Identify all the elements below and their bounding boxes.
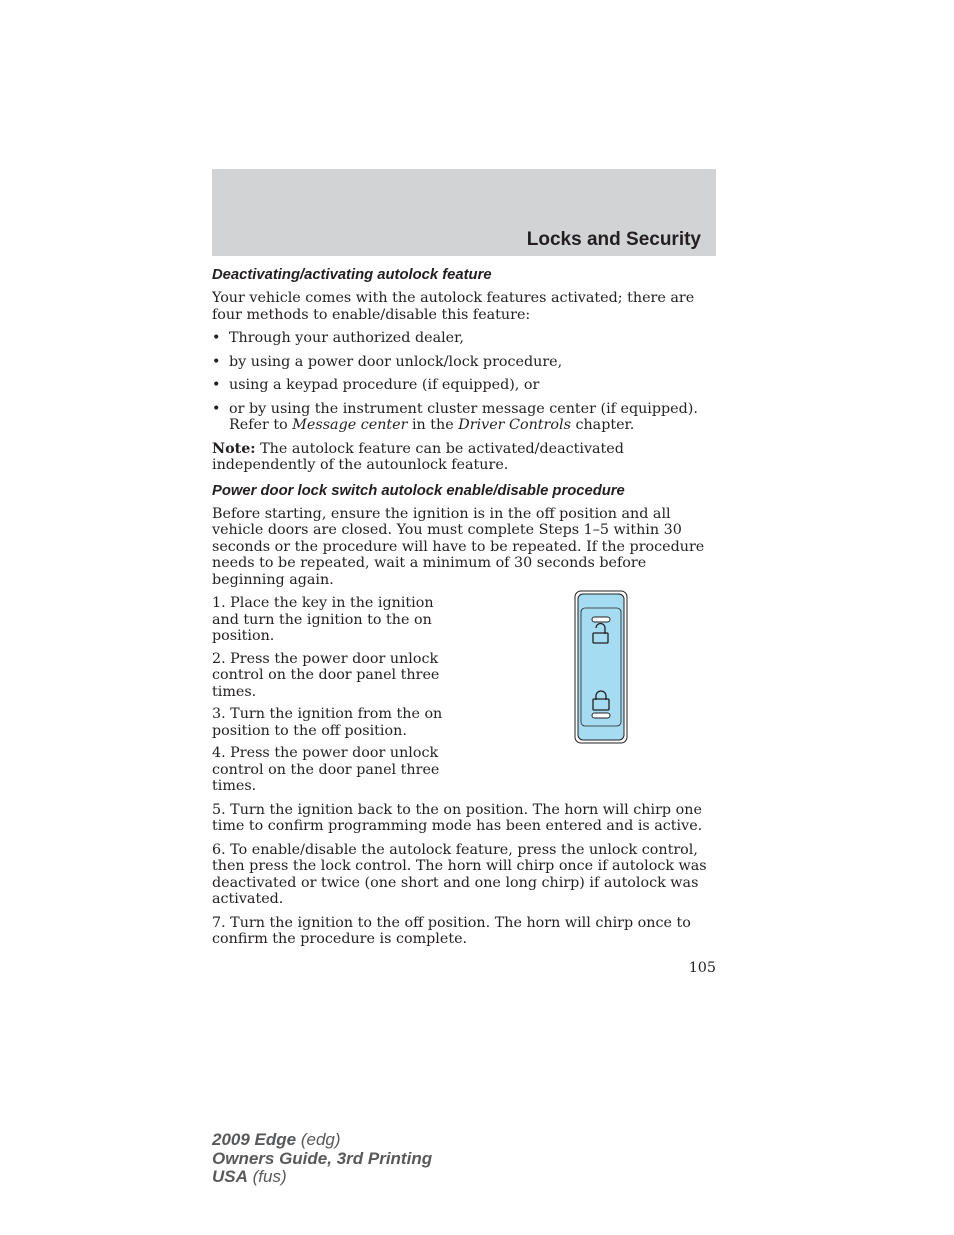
procedure-steps-narrow xyxy=(212,595,462,795)
list-item: • by using a power door unlock/lock procedure, xyxy=(212,353,563,370)
autolock-intro: Your vehicle comes with the autolock features activated; there are four methods to enable/disable this feature: xyxy=(212,290,695,323)
section-header-band xyxy=(212,169,716,256)
procedure-heading: Power door lock switch autolock enable/disable procedure xyxy=(212,482,625,499)
procedure-step: 7. Turn the ignition to the off position. The horn will chirp once to confirm the procedure is complete. xyxy=(212,914,691,947)
document-footer xyxy=(212,1131,432,1187)
page-number: 105 xyxy=(688,960,716,976)
procedure-step: 2. Press the power door unlock control on the door panel three times. xyxy=(212,650,440,700)
section-title: Locks and Security xyxy=(526,229,701,250)
footer-model-line: 2009 Edge (edg) xyxy=(212,1130,341,1149)
note-paragraph: Note: The autolock feature can be activated/deactivated independently of the autounlock feature. xyxy=(212,440,624,473)
methods-list xyxy=(212,330,716,434)
procedure-intro: Before starting, ensure the ignition is in the off position and all vehicle doors are closed. You must complete Steps 1–5 within 30 seconds or the procedure will have to be repeated. If the procedure needs to be repeated, wait a minimum of 30 seconds before beginning again. xyxy=(212,505,705,588)
footer-guide-line: Owners Guide, 3rd Printing xyxy=(212,1148,433,1168)
message-center-reference: Message center xyxy=(292,417,408,433)
door-lock-switch-illustration xyxy=(574,590,628,744)
footer-region-line: USA (fus) xyxy=(212,1167,287,1186)
list-item: • Through your authorized dealer, xyxy=(212,330,464,346)
procedure-step: 3. Turn the ignition from the on position to the off position. xyxy=(212,706,443,739)
note-label: Note: xyxy=(212,440,256,457)
procedure-step: 6. To enable/disable the autolock feature, press the unlock control, then press the lock control. The horn will chirp once if autolock was deactivated or twice (one short and one long chirp) if autolock was activated. xyxy=(212,841,707,907)
autolock-heading: Deactivating/activating autolock feature xyxy=(212,267,492,283)
list-item: • or by using the instrument cluster message center (if equipped). Refer to Message center in the Driver Controls chapter. xyxy=(212,400,698,433)
page-content xyxy=(212,266,716,948)
procedure-step: 4. Press the power door unlock control on the door panel three times. xyxy=(212,745,440,794)
procedure-step: 5. Turn the ignition back to the on position. The horn will chirp one time to confirm programming mode has been entered and is active. xyxy=(212,801,703,834)
procedure-step: 1. Place the key in the ignition and turn the ignition to the on position. xyxy=(212,595,434,644)
driver-controls-reference: Driver Controls xyxy=(458,417,571,433)
list-item: • using a keypad procedure (if equipped), or xyxy=(212,377,540,393)
